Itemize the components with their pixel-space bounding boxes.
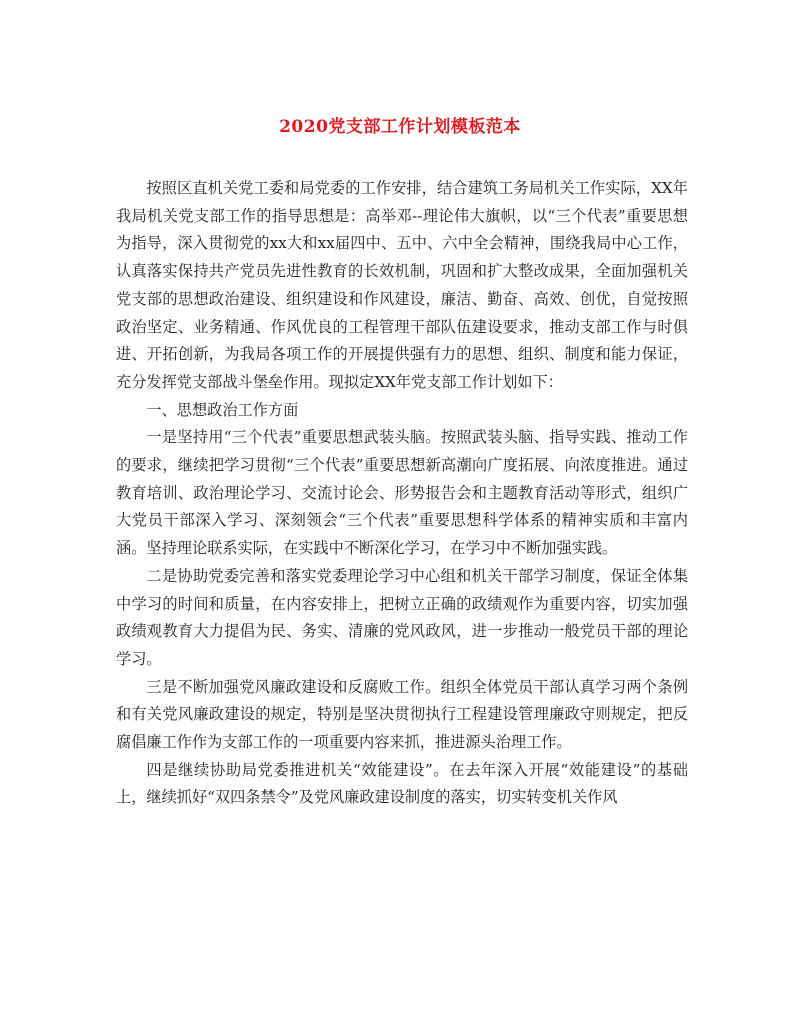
paragraph-item-4: 四是继续协助局党委推进机关“效能建设”。在去年深入开展“效能建设”的基础上，继续抓好“双四条禁令”及党风廉政建设制度的落实，切实转变机关作风 (116, 760, 688, 807)
paragraph-item-3: 三是不断加强党风廉政建设和反腐败工作。组织全体党员干部认真学习两个条例和有关党风廉政建设的规定，特别是坚决贯彻执行工程建设管理廉政守则规定，把反腐倡廉工作作为支部工作的一项重要内容来抓，推进源头治理工作。 (116, 677, 688, 752)
paragraph-item-1: 一是坚持用“三个代表”重要思想武装头脑。按照武装头脑、指导实践、推动工作的要求，继续把学习贯彻“三个代表”重要思想新高潮向广度拓展、向浓度推进。通过教育培训、政治理论学习、交流讨论会、形势报告会和主题教育活动等形式，组织广大党员干部深入学习、深刻领会“三个代表”重要思想科学体系的精神实质和丰富内涵。坚持理论联系实际，在实践中不断深化学习，在学习中不断加强实践。 (116, 428, 688, 558)
document-body (116, 175, 688, 812)
paragraph-intro: 按照区直机关党工委和局党委的工作安排，结合建筑工务局机关工作实际，XX年我局机关党支部工作的指导思想是：高举邓--理论伟大旗帜，以“三个代表”重要思想为指导，深入贯彻党的xx大和xx届四中、五中、六中全会精神，围绕我局中心工作，认真落实保持共产党员先进性教育的长效机制，巩固和扩大整改成果，全面加强机关党支部的思想政治建设、组织建设和作风建设，廉洁、勤奋、高效、创优，自觉按照政治坚定、业务精通、作风优良的工程管理干部队伍建设要求，推动支部工作与时俱进、开拓创新，为我局各项工作的开展提供强有力的思想、组织、制度和能力保证，充分发挥党支部战斗堡垒作用。现拟定XX年党支部工作计划如下： (116, 179, 688, 391)
section-heading-ideology: 一、思想政治工作方面 (146, 400, 299, 419)
document-title: 2020党支部工作计划模板范本 (279, 117, 521, 137)
paragraph-item-2: 二是协助党委完善和落实党委理论学习中心组和机关干部学习制度，保证全体集中学习的时间和质量，在内容安排上，把树立正确的政绩观作为重要内容，切实加强政绩观教育大力提倡为民、务实、清廉的党风政风，进一步推动一般党员干部的理论学习。 (116, 566, 688, 668)
